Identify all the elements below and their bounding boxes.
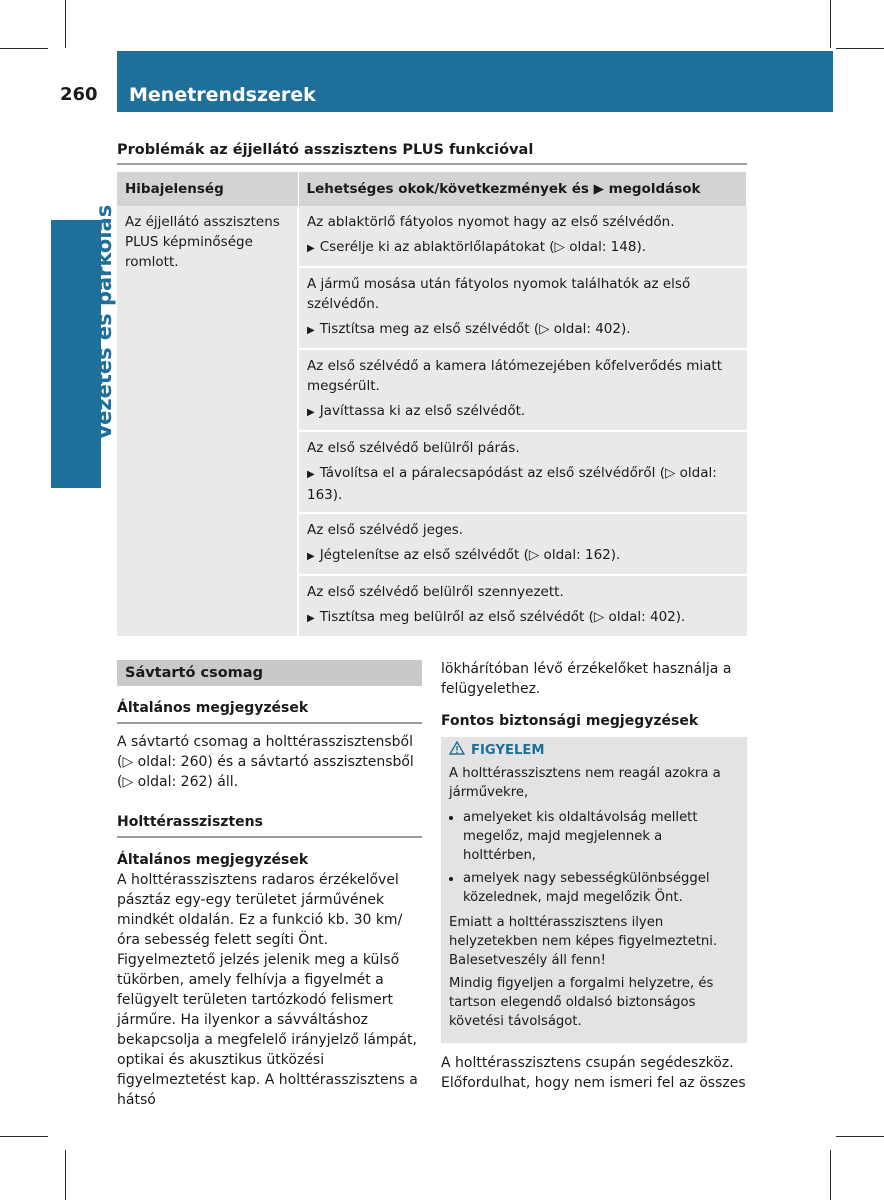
cause-block bbox=[299, 432, 747, 514]
section-rule bbox=[117, 163, 747, 165]
cause-block bbox=[299, 514, 747, 576]
cause-text: Az első szélvédő belülről párás. bbox=[307, 440, 520, 456]
tail-text: A holttérasszisztens csupán segédeszköz. Előfordulhat, hogy nem ismeri fel az összes bbox=[441, 1055, 746, 1091]
lane-package-heading: Sávtartó csomag bbox=[117, 660, 422, 686]
continued-text: lökhárítóban lévő érzékelőket használja a felügyelethez. bbox=[441, 661, 732, 697]
action-arrow-icon: ▶ bbox=[307, 551, 315, 562]
warning-box bbox=[441, 737, 747, 1043]
table-header-symptom: Hibajelenség bbox=[117, 172, 298, 206]
action-arrow-icon: ▶ bbox=[307, 243, 315, 254]
chapter-header-bar bbox=[117, 51, 833, 112]
action-text: ▶ Javíttassa ki az első szélvédőt. bbox=[307, 403, 526, 419]
warning-triangle-icon bbox=[449, 741, 465, 755]
action-text: ▶ Cserélje ki az ablaktörlőlapátokat (▷ oldal: 148). bbox=[307, 239, 646, 255]
warning-label: FIGYELEM bbox=[471, 743, 545, 758]
crop-mark bbox=[0, 48, 48, 49]
cause-block bbox=[299, 576, 747, 636]
page-number: 260 bbox=[60, 84, 98, 105]
cause-block bbox=[299, 350, 747, 432]
section-title: Problémák az éjjellátó asszisztens PLUS funkcióval bbox=[117, 142, 534, 158]
crop-mark bbox=[836, 1136, 884, 1137]
causes-cell bbox=[298, 206, 747, 636]
crop-mark bbox=[836, 48, 884, 49]
cause-text: Az első szélvédő belülről szennyezett. bbox=[307, 584, 564, 600]
warning-bullet-list bbox=[449, 808, 739, 907]
warning-paragraph: Emiatt a holttérasszisztens ilyen helyzetekben nem képes figyelmeztetni. Balesetveszély áll fenn! bbox=[449, 915, 718, 968]
list-item: • amelyek nagy sebességkülönbséggel közelednek, majd megelőzik Önt. bbox=[463, 869, 739, 907]
action-arrow-icon: ▶ bbox=[307, 469, 315, 480]
heading-rule bbox=[117, 836, 422, 838]
warning-paragraph: Mindig figyeljen a forgalmi helyzetre, és tartson elegendő oldalsó biztonságos követési távolságot. bbox=[449, 976, 714, 1029]
blind-spot-text: A holttérasszisztens radaros érzékelővel pásztáz egy-egy területet járművének mindkét oldalán. Ez a funkció kb. 30 km/óra sebesség felett segíti Önt. Figyelmeztető jelzés jelenik meg a külső tükörben, amely felhívja a figyelmét a felügyelt területen tartózkodó felismert járműre. Ha ilyenkor a sávváltáshoz bekapcsolja a megfelelő irányjelző lámpát, optikai és akusztikus ütközési figyelmeztetést kap. A holttérasszisztens a hátsó bbox=[117, 872, 418, 1108]
cause-block bbox=[299, 206, 747, 268]
action-arrow-icon: ▶ bbox=[307, 325, 315, 336]
right-column bbox=[441, 659, 747, 1093]
action-text: ▶ Tisztítsa meg az első szélvédőt (▷ oldal: 402). bbox=[307, 321, 631, 337]
table-header-causes bbox=[298, 172, 747, 206]
cause-text: Az ablaktörlő fátyolos nyomot hagy az első szélvédőn. bbox=[307, 214, 675, 230]
safety-notes-heading: Fontos biztonsági megjegyzések bbox=[441, 713, 699, 729]
general-notes-heading: Általános megjegyzések bbox=[117, 700, 309, 716]
action-text: ▶ Távolítsa el a páralecsapódást az első szélvédőről (▷ oldal: 163). bbox=[307, 465, 717, 503]
list-item: • amelyeket kis oldaltávolság mellett megelőz, majd megjelennek a holttérben, bbox=[463, 808, 739, 865]
crop-mark bbox=[65, 0, 66, 48]
chapter-title: Menetrendszerek bbox=[129, 84, 316, 106]
action-text: ▶ Tisztítsa meg belülről az első szélvédőt (▷ oldal: 402). bbox=[307, 609, 686, 625]
troubleshooting-table bbox=[117, 172, 747, 636]
left-column bbox=[117, 660, 422, 1110]
action-text: ▶ Jégtelenítse az első szélvédőt (▷ oldal: 162). bbox=[307, 547, 621, 563]
general-notes-text: A sávtartó csomag a holttérasszisztensből (▷ oldal: 260) és a sávtartó asszisztensből (▷ oldal: 262) áll. bbox=[117, 734, 414, 790]
table-header-causes-label: Lehetséges okok/következmények és ▶ megoldások bbox=[306, 181, 701, 197]
side-chapter-label: Vezetés és parkolás bbox=[92, 204, 116, 440]
heading-rule bbox=[117, 722, 422, 724]
cause-block bbox=[299, 268, 747, 350]
symptom-cell: Az éjjellátó asszisztens PLUS képminősége romlott. bbox=[117, 206, 298, 636]
crop-mark bbox=[65, 1150, 66, 1200]
cause-text: Az első szélvédő jeges. bbox=[307, 522, 464, 538]
warning-intro: A holttérasszisztens nem reagál azokra a járművekre, bbox=[449, 766, 721, 800]
blind-spot-general-heading: Általános megjegyzések bbox=[117, 852, 309, 868]
crop-mark bbox=[830, 1150, 831, 1200]
action-arrow-icon: ▶ bbox=[307, 613, 315, 624]
action-arrow-icon: ▶ bbox=[307, 407, 315, 418]
cause-text: Az első szélvédő a kamera látómezejében kőfelverődés miatt megsérült. bbox=[307, 358, 722, 394]
crop-mark bbox=[830, 0, 831, 48]
crop-mark bbox=[0, 1136, 48, 1137]
warning-heading bbox=[449, 741, 739, 760]
cause-text: A jármű mosása után fátyolos nyomok találhatók az első szélvédőn. bbox=[307, 276, 691, 312]
blind-spot-heading: Holttérasszisztens bbox=[117, 814, 263, 830]
